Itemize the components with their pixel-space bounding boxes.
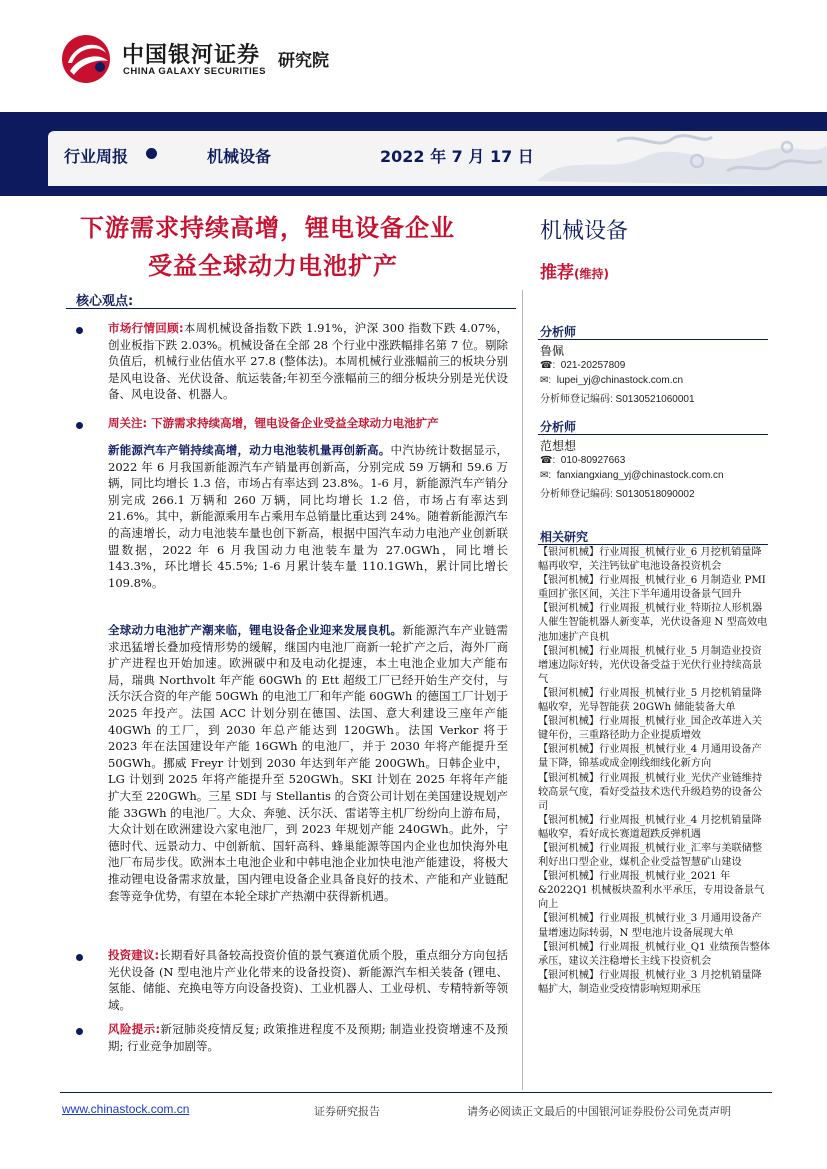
related-divider [538,544,768,545]
analyst-email[interactable]: ✉: lupei_yj@chinastock.com.cn [540,375,684,386]
related-item[interactable]: 【银河机械】行业周报_机械行业_6 月制造业 PMI 重回扩张区间，关注下半年通用设备景气回升 [538,575,766,601]
email-icon: ✉: [540,470,557,481]
market-review-text: 本周机械设备指数下跌 1.91%，沪深 300 指数下跌 4.07%，创业板指下跌 2.03%。机械设备在全部 28 个行业中涨跌幅排名第 7 位。剔除负值后，机械行业估值水平 27.8 (整体法)。本周机械行业涨幅前三的板块分别是风电设备、光伏设备、航运装备;年初至今涨幅前三的细分板块分别是光伏设备、风电设备、机器人。 [108,321,508,402]
report-type: 行业周报 [64,147,129,166]
analyst-phone: ☎: 021-20257809 [540,360,626,371]
report-title-line-1: 下游需求持续高增，锂电设备企业 [80,214,455,242]
related-item[interactable]: 【银河机械】行业周报_机械行业_3 月挖机销量降幅扩大，制造业受疫情影响短期承压 [538,969,762,995]
analyst-registration: 分析师登记编码: S0130518090002 [540,489,695,500]
market-review-label: 市场行情回顾: [108,321,184,335]
related-item[interactable]: 【银河机械】行业周报_机械行业_4 月通用设备产量下降，锦基或成金刚线细线化新方向 [538,744,762,770]
analyst-heading: 分析师 [540,420,577,434]
rating-label: 推荐 [540,263,574,283]
analyst-phone: ☎: 010-80927663 [540,455,626,466]
cloud-pattern-icon [497,131,827,186]
investment-advice-text: 长期看好具备较高投资价值的景气赛道优质个股，重点细分方向包括光伏设备 (N 型电池片产业化带来的设备投资)、新能源汽车相关装备 (锂电、氢能、储能、充换电等方向设备投资)、工业机器人、工业母机、专精特新等领域。 [108,948,508,1012]
brand-name-cn: 中国银河证券 [122,43,261,68]
bullet-dot-icon [76,954,83,961]
related-item[interactable]: 【银河机械】行业周报_机械行业_特斯拉人形机器人催生智能机器人新变革，光伏设备迎 N 型高效电池加速扩产良机 [538,603,768,643]
report-date: 2022 年 7 月 17 日 [380,147,534,166]
bullet-dot-icon [76,422,83,429]
battery-expansion-text: 新能源汽车产业链需求迅猛增长叠加疫情形势的缓解，继国内电池厂商新一轮扩产之后，海外厂商扩产进程也开始加速。欧洲碳中和及电动化提速，本土电池企业加大产能布局，瑞典 Northvolt 年产能 60GWh 的 Ett 超级工厂已经开始生产交付，与沃尔沃合资的年产能 50GWh 的电池工厂和年产能 60GWh 的德国工厂计划于 2025 年投产。法国 ACC 计划分别在德国、法国、意大利建设三座年产能 40GWh 的工厂，到 2030 年总产能达到 120GWh。法国 Verkor 将于 2023 年在法国建设年产能 16GWh 的电池厂，并于 2030 年将产能提升至 50GWh。挪威 Freyr 计划到 2030 年达到年产能 200GWh。日韩企业中，LG 计划到 2025 年将产能提升至 520GWh。SKI 计划在 2025 年将年产能扩大至 220GWh。三星 SDI 与 Stellantis 的合资公司计划在美国建设规划产能 33GWh 的电池厂。大众、奔驰、沃尔沃、雷诺等主机厂纷纷向上游布局，大众计划在欧洲建设六家电池厂，到 2023 年规划产能 240GWh。此外，宁德时代、远景动力、中创新航、国轩高科、蜂巢能源等国内企业也加快海外电池厂布局步伐。欧洲本土电池企业和中韩电池企业加快电池产能建设，将极大推动锂电设备需求放量，国内锂电设备企业具备良好的技术、产能和产业链配套等竞争优势，有望在本轮全球扩产热潮中获得新机遇。 [108,623,509,903]
analyst-divider [538,339,768,340]
related-list [538,546,770,997]
column-divider [522,290,523,1090]
investment-advice-paragraph [108,947,508,1013]
risk-warning-text: 新冠肺炎疫情反复; 政策推进程度不及预期; 制造业投资增速不及预期; 行业竞争加剧等。 [108,1022,508,1053]
analyst-name: 鲁佩 [540,344,565,358]
investment-advice-label: 投资建议: [108,948,160,962]
related-item[interactable]: 【银河机械】行业周报_机械行业_光伏产业链维持较高景气度，看好受益技术迭代升级趋势的设备公司 [538,772,763,812]
analyst-email[interactable]: ✉: fanxiangxiang_yj@chinastock.com.cn [540,470,724,481]
analyst-heading: 分析师 [540,325,577,339]
battery-expansion-label: 全球动力电池扩产潮来临，锂电设备企业迎来发展良机。 [108,623,403,637]
report-title-line-2: 受益全球动力电池扩产 [148,252,398,280]
related-item[interactable]: 【银河机械】行业周报_机械行业_4 月挖机销量降幅收窄，看好成长赛道超跌反弹机遇 [538,814,762,840]
brand-name-en: CHINA GALAXY SECURITIES [123,66,266,77]
ev-sales-text: 中汽协统计数据显示，2022 年 6 月我国新能源汽车产销量再创新高，分别完成 59 万辆和 59.6 万辆，同比均增长 1.3 倍，市场占有率达到 23.8%。1-6 月，新能源汽车产销分别完成 266.1 万辆和 260 万辆，同比均增长 1.2 倍，市场占有率达到 21.6%。其中，新能源乘用车占乘用车总销量比重达到 24%。随着新能源汽车的高速增长，动力电池装车量也创下新高，根据中国汽车动力电池产业创新联盟数据，2022 年 6 月我国动力电池装车量为 27.0GWh，同比增长 143.3%，环比增长 45.5%; 1-6 月累计装车量 110.1GWh，累计同比增长 109.8%。 [108,443,509,590]
related-item[interactable]: 【银河机械】行业周报_机械行业_6 月挖机销量降幅再收窄，关注钙钛矿电池设备投资机会 [538,547,762,573]
battery-expansion-paragraph [108,622,508,904]
related-item[interactable]: 【银河机械】行业周报_机械行业_3 月通用设备产量增速边际转弱，N 型电池片设备展现大单 [538,913,762,939]
bullet-dot-icon [146,148,157,159]
footer-website-link[interactable]: www.chinastock.com.cn [62,1102,190,1116]
market-review-paragraph [108,320,508,403]
risk-warning-paragraph [108,1021,508,1054]
phone-icon: ☎: [540,455,561,466]
analyst-registration: 分析师登记编码: S0130521060001 [540,394,695,405]
bullet-dot-icon [76,1028,83,1035]
rating [540,258,609,283]
related-item[interactable]: 【银河机械】行业周报_机械行业_汇率与美联储整利好出口型企业，煤机企业受益智慧矿山建设 [538,842,763,869]
related-item[interactable]: 【银河机械】行业周报_机械行业_国企改革进入关键年份，三重路径助力企业提质增效 [538,716,763,742]
bullet-dot-icon [76,327,83,334]
related-item[interactable]: 【银河机械】行业周报_机械行业_5 月制造业投资增速边际好转，光伏设备受益于光伏行业持续高景气 [538,645,763,685]
ev-sales-paragraph [108,442,508,591]
related-heading: 相关研究 [540,530,589,544]
footer-disclaimer: 请务必阅读正文最后的中国银河证券股份公司免责声明 [467,1105,731,1118]
core-heading: 核心观点: [76,294,134,309]
risk-warning-label: 风险提示: [108,1022,161,1036]
rating-sector: 机械设备 [540,219,629,244]
core-divider [66,308,516,309]
related-item[interactable]: 【银河机械】行业周报_机械行业_Q1 业绩预告整体承压，建议关注稳增长主线下投资机会 [538,941,771,967]
related-item[interactable]: 【银河机械】行业周报_机械行业_5 月挖机销量降幅收窄，光导智能获 20GWh 储能装备大单 [538,687,762,714]
ev-sales-label: 新能源汽车产销持续高增，动力电池装机量再创新高。 [108,443,391,457]
galaxy-logo-icon [60,33,112,85]
report-sector: 机械设备 [207,147,272,166]
phone-icon: ☎: [540,360,561,371]
institute-label: 研究院 [278,51,329,71]
weekly-focus: 周关注: 下游需求持续高增，锂电设备企业受益全球动力电池扩产 [108,416,439,430]
rating-note: (维持) [574,267,609,281]
footer-report-type: 证券研究报告 [314,1105,380,1118]
related-item[interactable]: 【银河机械】行业周报_机械行业_2021 年&2022Q1 机械板块盈利水平承压，专用设备景气向上 [538,871,765,911]
analyst-name: 范想想 [540,439,577,453]
analyst-divider [538,434,768,435]
footer-divider [60,1092,772,1093]
email-icon: ✉: [540,375,557,386]
